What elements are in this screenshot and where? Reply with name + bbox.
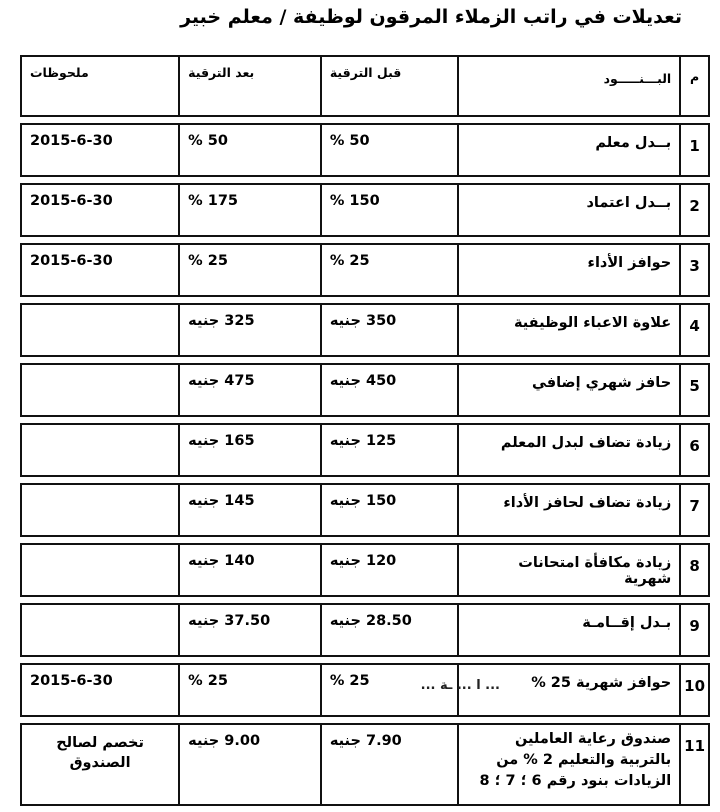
row-notes: 2015-6-30: [20, 243, 178, 297]
row-item: علاوة الاعباء الوظيفية: [457, 303, 679, 357]
row-before: 450 جنيه: [320, 363, 458, 417]
row-before: 50 %: [320, 123, 458, 177]
row-notes: 2015-6-30: [20, 123, 178, 177]
row-before: 125 جنيه: [320, 423, 458, 477]
row-notes: [20, 423, 178, 477]
row-num: 2: [679, 183, 710, 237]
row-notes: [20, 483, 178, 537]
row-item: صندوق رعاية العاملين بالتربية والتعليم 2 % من الزيادات بنود رقم 6 ؛ 7 ؛ 8: [457, 723, 679, 806]
cropped-footer-text: ... ا ... ـة ...: [420, 678, 500, 690]
row-after: 325 جنيه: [178, 303, 320, 357]
table-row: [20, 603, 710, 657]
table-header-row: [20, 55, 710, 117]
row-after: 37.50 جنيه: [178, 603, 320, 657]
row-notes: [20, 543, 178, 597]
header-notes: ملحوظات: [20, 55, 178, 117]
row-after: 145 جنيه: [178, 483, 320, 537]
row-after: 25 %: [178, 663, 320, 717]
row-notes: [20, 363, 178, 417]
table-row: [20, 723, 710, 806]
row-after: 9.00 جنيه: [178, 723, 320, 806]
row-after: 50 %: [178, 123, 320, 177]
row-before: 28.50 جنيه: [320, 603, 458, 657]
row-num: 9: [679, 603, 710, 657]
row-after: 475 جنيه: [178, 363, 320, 417]
row-item: حوافز شهرية 25 %: [457, 663, 679, 717]
row-item: زيادة تضاف لبدل المعلم: [457, 423, 679, 477]
salary-table-container: [20, 55, 710, 812]
table-row: [20, 303, 710, 357]
header-before-promotion: قبل الترقية: [320, 55, 458, 117]
row-after: 165 جنيه: [178, 423, 320, 477]
row-num: 5: [679, 363, 710, 417]
row-before: 350 جنيه: [320, 303, 458, 357]
row-notes: تخصم لصالح الصندوق: [20, 723, 178, 806]
table-row: [20, 243, 710, 297]
row-before: 25 %: [320, 663, 458, 717]
table-row: [20, 123, 710, 177]
header-item: البـــنـــــود: [457, 55, 679, 117]
table-row: [20, 483, 710, 537]
row-num: 6: [679, 423, 710, 477]
row-item: بـدل إقــامـة: [457, 603, 679, 657]
header-num: م: [679, 55, 710, 117]
table-row: [20, 183, 710, 237]
table-row: [20, 363, 710, 417]
table-row: [20, 543, 710, 597]
row-num: 4: [679, 303, 710, 357]
row-after: 175 %: [178, 183, 320, 237]
row-notes: 2015-6-30: [20, 663, 178, 717]
row-item: بــدل اعتماد: [457, 183, 679, 237]
page-title: تعديلات في راتب الزملاء المرقون لوظيفة / معلم خبير: [180, 6, 682, 28]
row-before: 25 %: [320, 243, 458, 297]
row-before: 150 جنيه: [320, 483, 458, 537]
row-num: 10: [679, 663, 710, 717]
row-before: 7.90 جنيه: [320, 723, 458, 806]
row-num: 1: [679, 123, 710, 177]
row-before: 120 جنيه: [320, 543, 458, 597]
row-item: حافز شهري إضافي: [457, 363, 679, 417]
row-num: 3: [679, 243, 710, 297]
row-notes: [20, 303, 178, 357]
row-item: زيادة مكافأة امتحانات شهرية: [457, 543, 679, 597]
row-notes: 2015-6-30: [20, 183, 178, 237]
table-row: [20, 423, 710, 477]
row-before: 150 %: [320, 183, 458, 237]
table-row: [20, 663, 710, 717]
row-notes: [20, 603, 178, 657]
row-num: 8: [679, 543, 710, 597]
row-num: 11: [679, 723, 710, 806]
row-num: 7: [679, 483, 710, 537]
row-after: 140 جنيه: [178, 543, 320, 597]
row-item: حوافز الأداء: [457, 243, 679, 297]
header-after-promotion: بعد الترقية: [178, 55, 320, 117]
salary-changes-table: [20, 49, 710, 812]
row-item: زيادة تضاف لحافز الأداء: [457, 483, 679, 537]
row-after: 25 %: [178, 243, 320, 297]
row-item: بــدل معلم: [457, 123, 679, 177]
